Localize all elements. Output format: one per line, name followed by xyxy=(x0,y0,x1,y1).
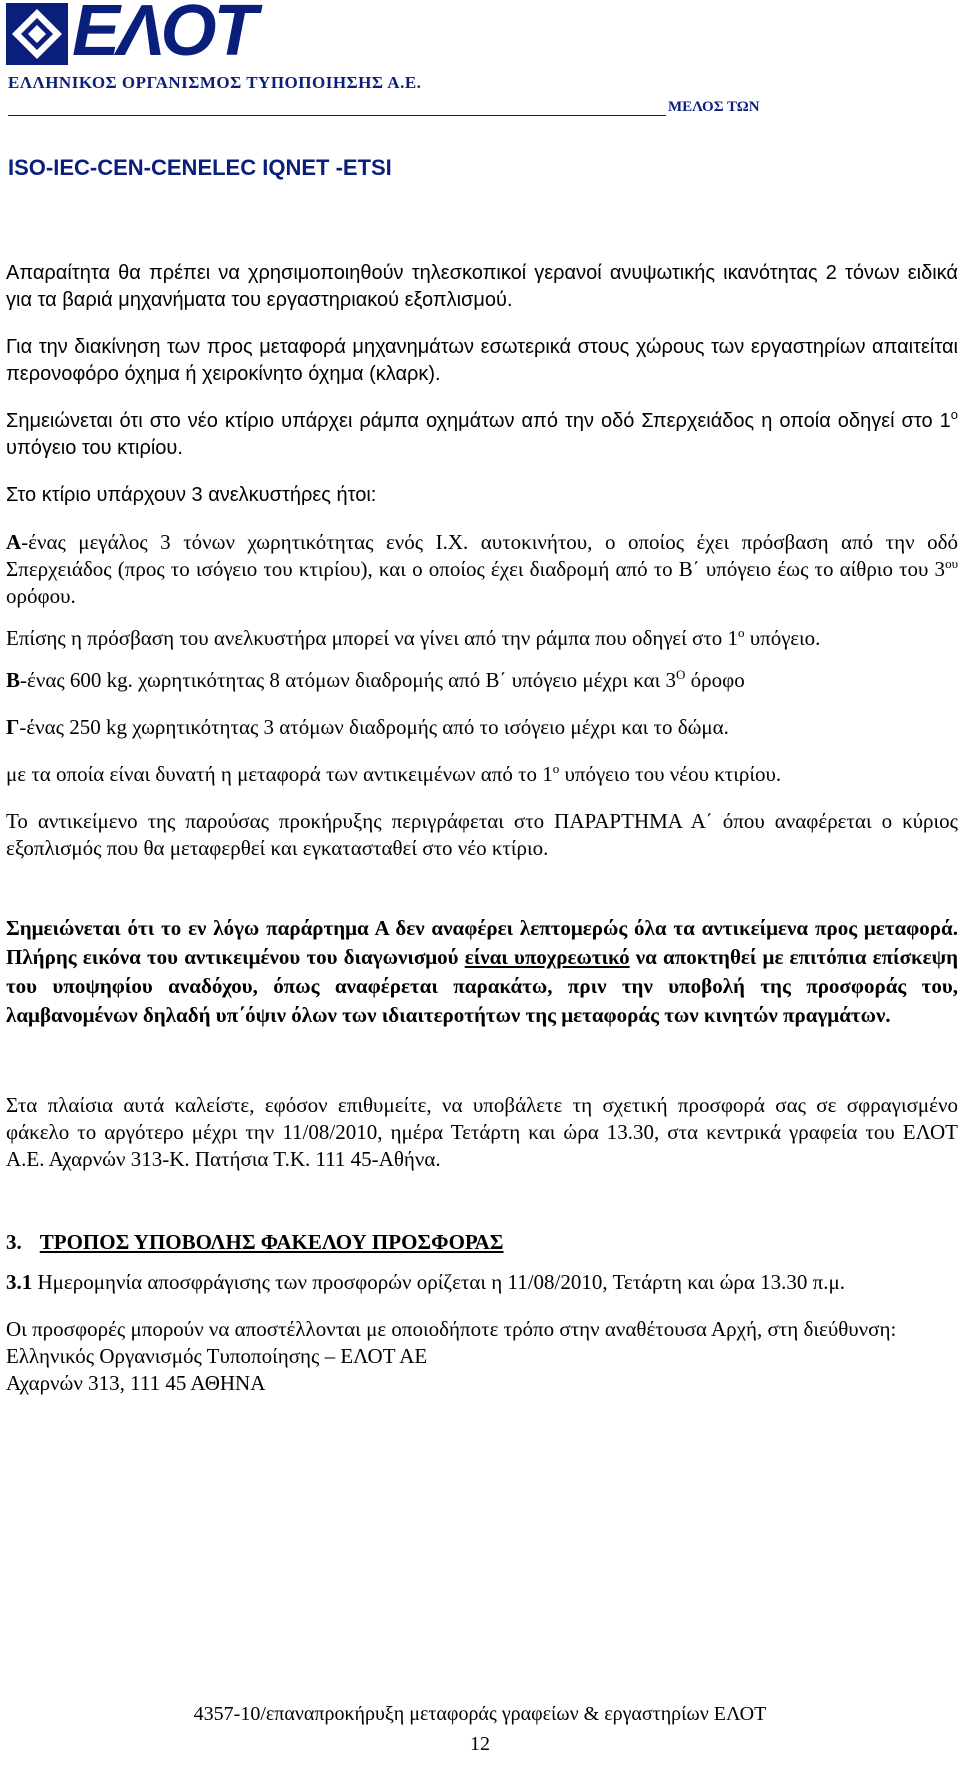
paragraph-site-visit: Σημειώνεται ότι το εν λόγω παράρτημα Α δεν αναφέρει λεπτομερώς όλα τα αντικείμενα προς μεταφορά. Πλήρης εικόνα του αντικειμένου του διαγωνισμού είναι υποχρεωτικό να αποκτηθεί με επιτόπια επίσκεψη του υποψηφίου αναδόχου, όπως αναφέρεται παρακάτω, πριν την υποβολή της προσφοράς του, λαμβανομένων δηλαδή υπ΄όψιν όλων των ιδιαιτεροτήτων της μεταφοράς των κινητών πραγμάτων. xyxy=(6,916,958,1027)
member-of-label: ΜΕΛΟΣ ΤΩΝ xyxy=(668,99,760,115)
elot-diamond-icon xyxy=(6,3,68,65)
paragraph-elevator-a: Α-ένας μεγάλος 3 τόνων χωρητικότητας ενός Ι.Χ. αυτοκινήτου, ο οποίος έχει πρόσβαση από την οδό Σπερχειάδος (προς το ισόγειο του κτιρίου), και ο οποίος έχει διαδρομή από το Β΄ υπόγειο έως το αίθριο του $3^{o\upsilon}$ ορόφου. xyxy=(6,530,958,608)
paragraph-elevator-c: Γ-ένας 250 kg χωρητικότητας 3 ατόμων διαδρομής από το ισόγειο μέχρι και το δώμα. xyxy=(6,715,729,739)
paragraph-annex: Το αντικείμενο της παρούσας προκήρυξης περιγράφεται στο ΠΑΡΑΡΤΗΜΑ Α΄ όπου αναφέρεται ο κύριος εξοπλισμός που θα μεταφερθεί και εγκατασταθεί στο νέο κτίριο. xyxy=(6,809,958,860)
footer-reference: 4357-10/επαναπροκήρυξη μεταφοράς γραφείων & εργαστηρίων ΕΛΟΤ xyxy=(193,1703,767,1725)
standards-bodies: ISO-IEC-CEN-CENELEC IQNET -ETSI xyxy=(8,155,392,180)
logo-wordmark: ΕΛΟΤ xyxy=(72,0,255,71)
address-line-2: Αχαρνών 313, 111 45 ΑΘΗΝΑ xyxy=(6,1371,266,1395)
paragraph-transport: με τα οποία είναι δυνατή η μεταφορά των αντικειμένων από το $1^o$ υπόγειο του νέου κτιρίου. xyxy=(6,761,782,786)
paragraph-opening-date: 3.1 Ημερομηνία αποσφράγισης των προσφορών ορίζεται η 11/08/2010, Τετάρτη και ώρα 13.30 π.μ. xyxy=(6,1270,845,1294)
organization-name: ΕΛΛΗΝΙΚΟΣ ΟΡΓΑΝΙΣΜΟΣ ΤΥΠΟΠΟΙΗΣΗΣ Α.Ε. xyxy=(8,73,422,92)
document-body xyxy=(6,260,958,1397)
address-line-1: Ελληνικός Οργανισμός Τυποποίησης – ΕΛΟΤ ΑΕ xyxy=(6,1344,428,1368)
paragraph-elevator-access: Επίσης η πρόσβαση του ανελκυστήρα μπορεί να γίνει από την ράμπα που οδηγεί στο $1^o$ υπόγειο. xyxy=(6,625,821,650)
paragraph-elevators-intro: Στο κτίριο υπάρχουν 3 ανελκυστήρες ήτοι: xyxy=(6,484,377,506)
header-rule xyxy=(8,115,666,116)
paragraph-ramp: Σημειώνεται ότι στο νέο κτίριο υπάρχει ράμπα οχημάτων από την οδό Σπερχειάδος η οποία οδηγεί στο $1^o$ υπόγειο του κτιρίου. xyxy=(6,407,958,459)
paragraph-cranes: Απαραίτητα θα πρέπει να χρησιμοποιηθούν τηλεσκοπικοί γερανοί ανυψωτικής ικανότητας 2 τόνων ειδικά για τα βαριά μηχανήματα του εργαστηριακού εξοπλισμού. xyxy=(6,262,958,311)
paragraph-forklift: Για την διακίνηση των προς μεταφορά μηχανημάτων εσωτερικά στους χώρους των εργαστηρίων απαιτείται περονοφόρο όχημα ή χειροκίνητο όχημα (κλαρκ). xyxy=(6,336,958,385)
section-3-heading: 3. ΤΡΟΠΟΣ ΥΠΟΒΟΛΗΣ ΦΑΚΕΛΟΥ ΠΡΟΣΦΟΡΑΣ xyxy=(6,1230,504,1254)
elot-logo xyxy=(6,0,264,71)
paragraph-submission: Στα πλαίσια αυτά καλείστε, εφόσον επιθυμείτε, να υποβάλετε τη σχετική προσφορά σας σε σφραγισμένο φάκελο το αργότερο μέχρι την 11/08/2010, ημέρα Τετάρτη και ώρα 13.30, στα κεντρικά γραφεία του ΕΛΟΤ Α.Ε. Αχαρνών 313-Κ. Πατήσια Τ.Κ. 111 45-Αθήνα. xyxy=(6,1093,958,1171)
paragraph-delivery: Οι προσφορές μπορούν να αποστέλλονται με οποιοδήποτε τρόπο στην αναθέτουσα Αρχή, στη διεύθυνση: xyxy=(6,1317,897,1341)
paragraph-elevator-b: Β-ένας 600 kg. χωρητικότητας 8 ατόμων διαδρομής από Β΄ υπόγειο μέχρι και $3^O$ όροφο xyxy=(6,667,745,692)
page-number: 12 xyxy=(470,1733,490,1755)
